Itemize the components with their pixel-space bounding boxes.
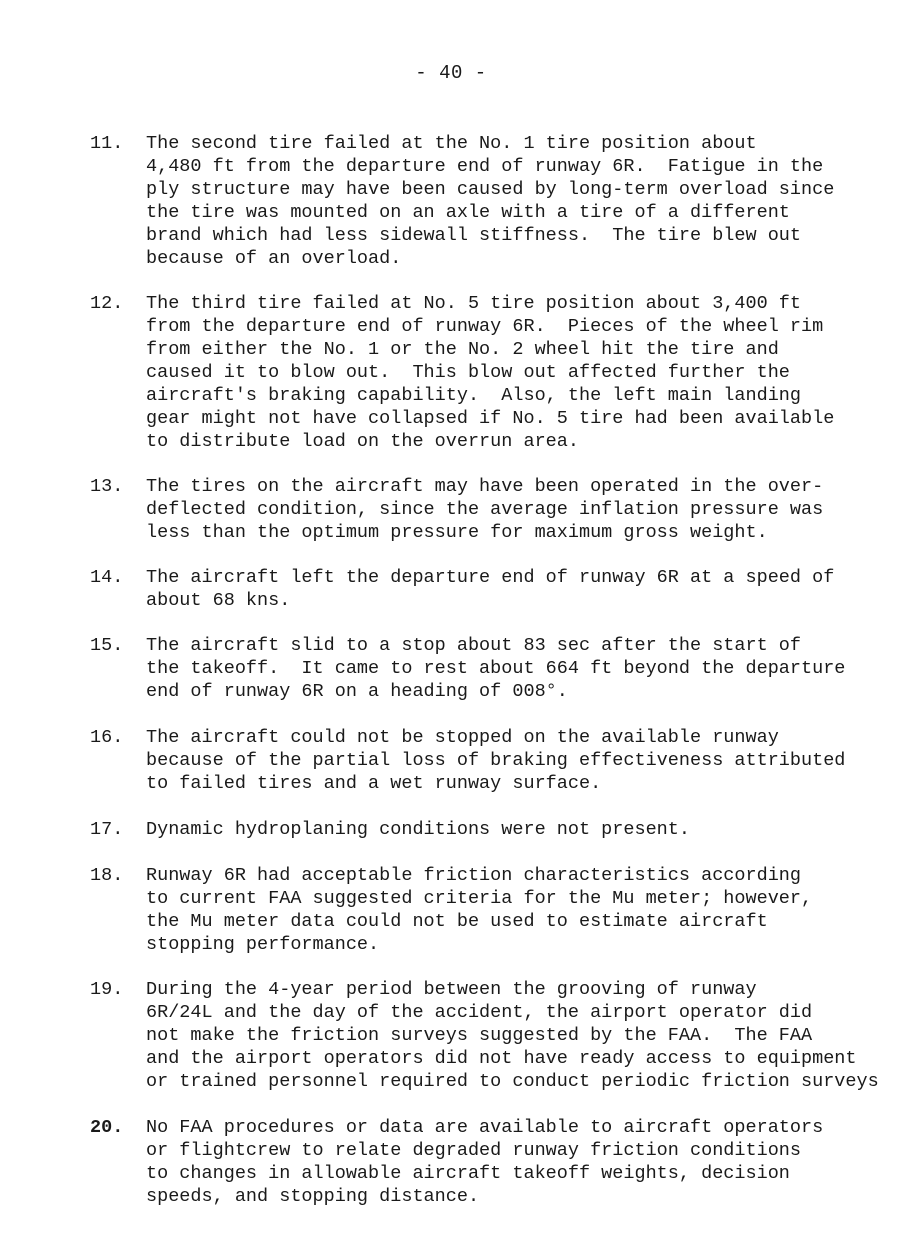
finding-19 <box>90 978 880 1093</box>
finding-15 <box>90 634 880 703</box>
finding-text: Dynamic hydroplaning conditions were not present. <box>146 819 690 840</box>
finding-11 <box>90 132 880 270</box>
finding-text: The aircraft slid to a stop about 83 sec after the start of the takeoff. It came to rest about 664 ft beyond the departure end of runway 6R on a heading of 008°. <box>146 635 846 702</box>
finding-text: The aircraft could not be stopped on the available runway because of the partial loss of braking effectiveness attributed to failed tires and a wet runway surface. <box>146 727 846 794</box>
finding-16 <box>90 726 880 795</box>
finding-text: Runway 6R had acceptable friction characteristics according to current FAA suggested criteria for the Mu meter; however, the Mu meter data could not be used to estimate aircraft stopping performance. <box>146 865 813 955</box>
finding-13 <box>90 475 880 544</box>
finding-number: 16. <box>90 727 124 748</box>
finding-14 <box>90 566 880 612</box>
finding-number: 12. <box>90 293 124 314</box>
finding-18 <box>90 864 880 956</box>
finding-12 <box>90 292 880 453</box>
finding-number: 20. <box>90 1117 124 1138</box>
finding-number: 19. <box>90 979 124 1000</box>
finding-text: The tires on the aircraft may have been operated in the over- deflected condition, since the average inflation pressure was less than the optimum pressure for maximum gross weight. <box>146 476 824 543</box>
finding-text: The aircraft left the departure end of runway 6R at a speed of about 68 kns. <box>146 567 835 611</box>
finding-number: 14. <box>90 567 124 588</box>
finding-number: 17. <box>90 819 124 840</box>
finding-number: 15. <box>90 635 124 656</box>
finding-20 <box>90 1116 880 1208</box>
finding-text: No FAA procedures or data are available to aircraft operators or flightcrew to relate degraded runway friction conditions to changes in allowable aircraft takeoff weights, decision speeds, and stopping distance. <box>146 1117 824 1207</box>
finding-text: The third tire failed at No. 5 tire position about 3,400 ft from the departure end of runway 6R. Pieces of the wheel rim from either the No. 1 or the No. 2 wheel hit the tire and caused it to blow out. This blow out affected further the aircraft's braking capability. Also, the left main landing gear might not have collapsed if No. 5 tire had been available to distribute load on the overrun area. <box>146 293 835 452</box>
finding-text: The second tire failed at the No. 1 tire position about 4,480 ft from the departure end of runway 6R. Fatigue in the ply structure may have been caused by long-term overload since the tire was mounted on an axle with a tire of a different brand which had less sidewall stiffness. The tire blew out because of an overload. <box>146 133 835 269</box>
finding-17 <box>90 818 880 841</box>
finding-number: 13. <box>90 476 124 497</box>
finding-text: During the 4-year period between the grooving of runway 6R/24L and the day of the accident, the airport operator did not make the friction surveys suggested by the FAA. The FAA and the airport operators did not have ready access to equipment or trained personnel required to conduct periodic friction surveys <box>146 979 879 1092</box>
finding-number: 11. <box>90 133 124 154</box>
finding-number: 18. <box>90 865 124 886</box>
page-number: - 40 - <box>415 62 487 84</box>
